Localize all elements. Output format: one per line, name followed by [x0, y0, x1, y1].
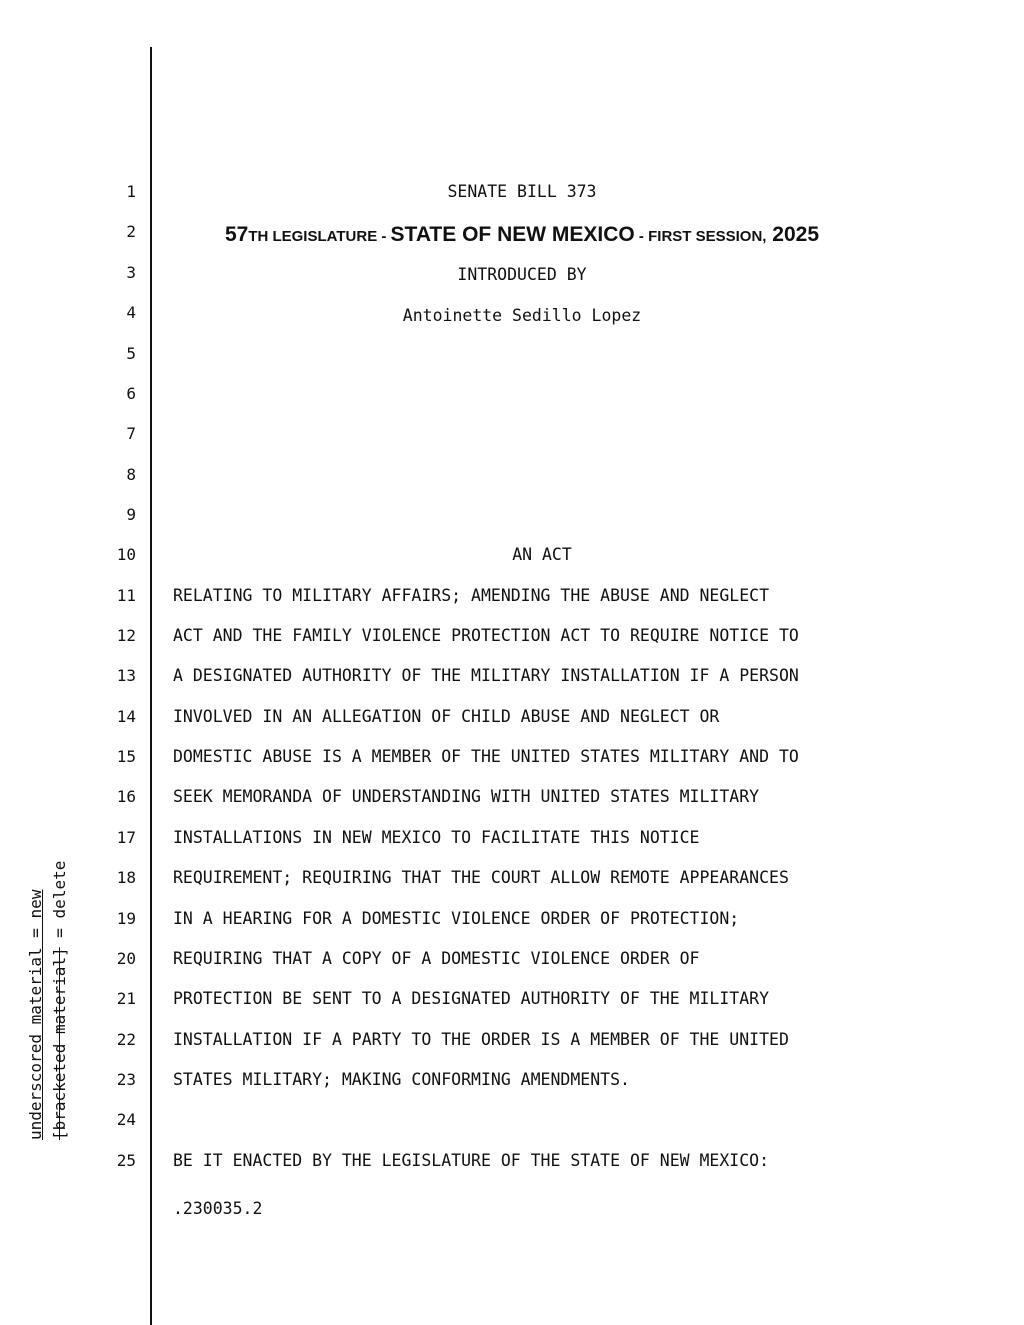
act-line: SEEK MEMORANDA OF UNDERSTANDING WITH UNITED STATES MILITARY	[173, 787, 760, 806]
act-line: PROTECTION BE SENT TO A DESIGNATED AUTHORITY OF THE MILITARY	[173, 989, 770, 1008]
line-number: 23	[116, 1070, 136, 1089]
introduced-by: INTRODUCED BY	[457, 265, 587, 284]
line-number: 7	[126, 424, 136, 443]
act-line: INVOLVED IN AN ALLEGATION OF CHILD ABUSE AND NEGLECT OR	[173, 707, 720, 726]
line-number: 4	[126, 303, 136, 322]
legend-bracketed-rest: = delete	[50, 860, 69, 948]
line-number: 22	[116, 1030, 136, 1049]
line-number: 11	[116, 586, 136, 605]
line-number: 6	[126, 384, 136, 403]
session-year: 2025	[766, 223, 820, 246]
line-number: 9	[126, 505, 136, 524]
act-line: STATES MILITARY; MAKING CONFORMING AMENDMENTS.	[173, 1070, 630, 1089]
line-number: 16	[116, 787, 136, 806]
line-number: 17	[116, 828, 136, 847]
enacting-clause: BE IT ENACTED BY THE LEGISLATURE OF THE STATE OF NEW MEXICO:	[173, 1151, 770, 1170]
state-name: STATE OF NEW MEXICO	[390, 223, 635, 246]
line-number: 24	[116, 1110, 136, 1129]
act-line: IN A HEARING FOR A DOMESTIC VIOLENCE ORDER OF PROTECTION;	[173, 909, 740, 928]
legislature-word: TH LEGISLATURE	[248, 228, 378, 245]
act-line: A DESIGNATED AUTHORITY OF THE MILITARY INSTALLATION IF A PERSON	[173, 666, 799, 685]
line-number: 15	[116, 747, 136, 766]
legend-underscored: underscored material = new	[26, 889, 45, 1140]
line-number: 14	[116, 707, 136, 726]
line-number: 5	[126, 344, 136, 363]
act-line: INSTALLATIONS IN NEW MEXICO TO FACILITATE THIS NOTICE	[173, 828, 700, 847]
act-line: ACT AND THE FAMILY VIOLENCE PROTECTION ACT TO REQUIRE NOTICE TO	[173, 626, 799, 645]
legend-bracketed-struck: [bracketed material]	[50, 947, 69, 1140]
line-number: 13	[116, 666, 136, 685]
header-separator: -	[377, 228, 391, 245]
line-number: 8	[126, 465, 136, 484]
sponsor-name: Antoinette Sedillo Lopez	[402, 306, 642, 325]
legend-bracketed	[48, 861, 72, 1140]
line-number: 21	[116, 989, 136, 1008]
line-number: 12	[116, 626, 136, 645]
document-code: .230035.2	[173, 1199, 263, 1218]
header-separator: -	[634, 228, 649, 245]
act-line: DOMESTIC ABUSE IS A MEMBER OF THE UNITED STATES MILITARY AND TO	[173, 747, 799, 766]
legislature-header	[152, 223, 892, 249]
session-label: FIRST SESSION,	[648, 228, 767, 245]
line-number: 2	[126, 222, 136, 241]
act-line: RELATING TO MILITARY AFFAIRS; AMENDING THE ABUSE AND NEGLECT	[173, 586, 770, 605]
act-title: AN ACT	[512, 545, 572, 564]
line-number: 18	[116, 868, 136, 887]
line-number: 20	[116, 949, 136, 968]
bill-number: SENATE BILL 373	[447, 182, 597, 201]
amendment-legend	[24, 861, 72, 1140]
line-number: 25	[116, 1151, 136, 1170]
act-line: REQUIREMENT; REQUIRING THAT THE COURT ALLOW REMOTE APPEARANCES	[173, 868, 789, 887]
line-number: 10	[116, 545, 136, 564]
legislature-number: 57	[224, 223, 249, 246]
line-number: 3	[126, 263, 136, 282]
act-line: REQUIRING THAT A COPY OF A DOMESTIC VIOLENCE ORDER OF	[173, 949, 700, 968]
act-line: INSTALLATION IF A PARTY TO THE ORDER IS A MEMBER OF THE UNITED	[173, 1030, 789, 1049]
line-number: 1	[126, 182, 136, 201]
line-number: 19	[116, 909, 136, 928]
